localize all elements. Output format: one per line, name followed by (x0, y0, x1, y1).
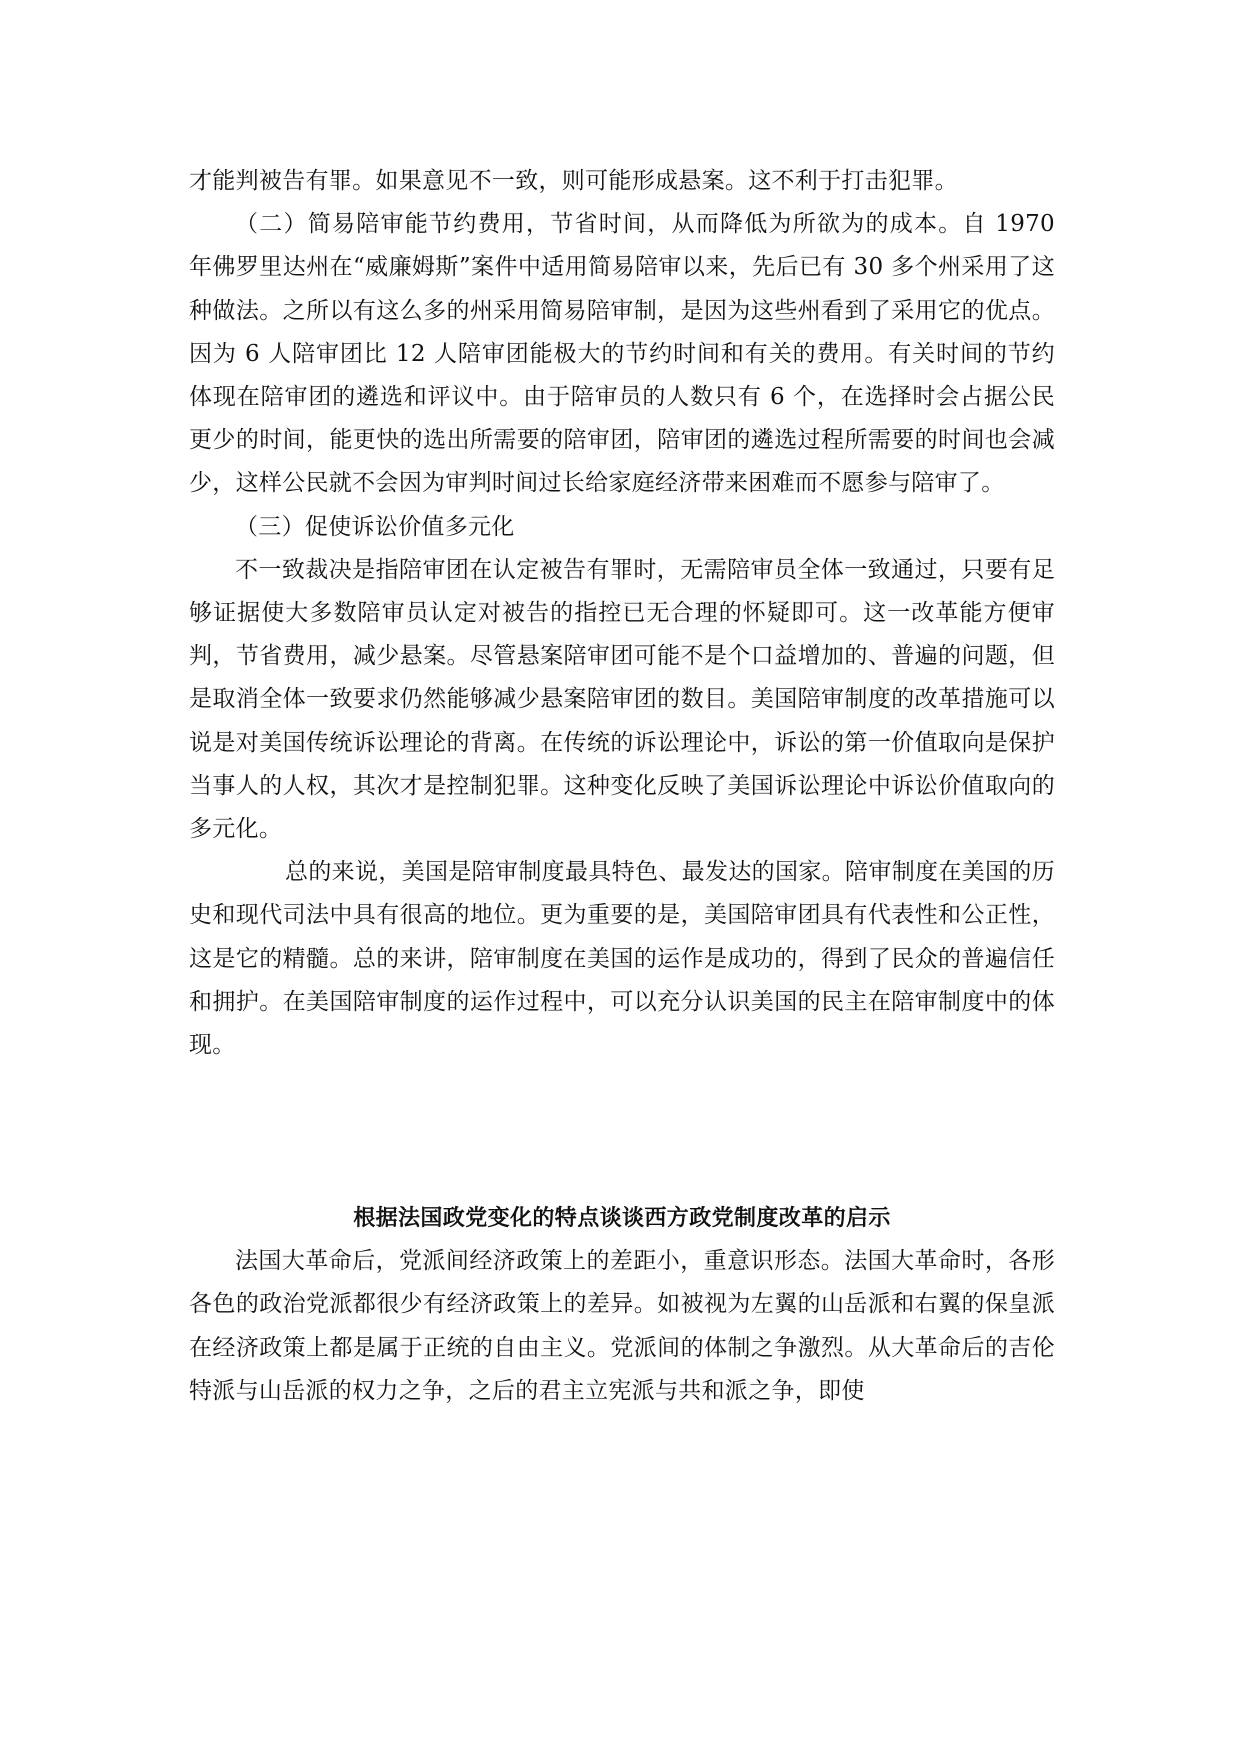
paragraph-5: 总的来说，美国是陪审制度最具特色、最发达的国家。陪审制度在美国的历史和现代司法中具有很高的地位。更为重要的是，美国陪审团具有代表性和公正性，这是它的精髓。总的来讲，陪审制度在美国的运作是成功的，得到了民众的普遍信任和拥护。在美国陪审制度的运作过程中，可以充分认识美国的民主在陪审制度中的体现。 (189, 859, 1055, 1059)
paragraph-1: 才能判被告有罪。如果意见不一致，则可能形成悬案。这不利于打击犯罪。 (189, 168, 958, 194)
section-spacer (189, 1067, 1055, 1197)
article-heading: 根据法国政党变化的特点谈谈西方政党制度改革的启示 (353, 1206, 891, 1232)
paragraph-4: 不一致裁决是指陪审团在认定被告有罪时，无需陪审员全体一致通过，只要有足够证据使大多数陪审员认定对被告的指控已无合理的怀疑即可。这一改革能方便审判，节省费用，减少悬案。尽管悬案陪审团可能不是个口益增加的、普遍的问题，但是取消全体一致要求仍然能够减少悬案陪审团的数目。美国陪审制度的改革措施可以说是对美国传统诉讼理论的背离。在传统的诉讼理论中，诉讼的第一价值取向是保护当事人的人权，其次才是控制犯罪。这种变化反映了美国诉讼理论中诉讼价值取向的多元化。 (189, 556, 1055, 843)
paragraph-2: （二）简易陪审能节约费用，节省时间，从而降低为所欲为的成本。自 1970 年佛罗里达州在“威廉姆斯”案件中适用简易陪审以来，先后已有 30 多个州采用了这种做法。之所以有这么多的州采用简易陪审制，是因为这些州看到了采用它的优点。因为 6 人陪审团比 12 人陪审团能极大的节约时间和有关的费用。有关时间的节约体现在陪审团的遴选和评议中。由于陪审员的人数只有 6 个，在选择时会占据公民更少的时间，能更快的选出所需要的陪审团，陪审团的遴选过程所需要的时间也会减少，这样公民就不会因为审判时间过长给家庭经济带来困难而不愿参与陪审了。 (189, 211, 1055, 497)
section-heading-3: （三）促使诉讼价值多元化 (235, 513, 515, 540)
paragraph-6: 法国大革命后，党派间经济政策上的差距小，重意识形态。法国大革命时，各形各色的政治党派都很少有经济政策上的差异。如被视为左翼的山岳派和右翼的保皇派在经济政策上都是属于正统的自由主义。党派间的体制之争激烈。从大革命后的吉伦特派与山岳派的权力之争，之后的君主立宪派与共和派之争，即使 (189, 1248, 1055, 1404)
document-body (189, 160, 1055, 1413)
